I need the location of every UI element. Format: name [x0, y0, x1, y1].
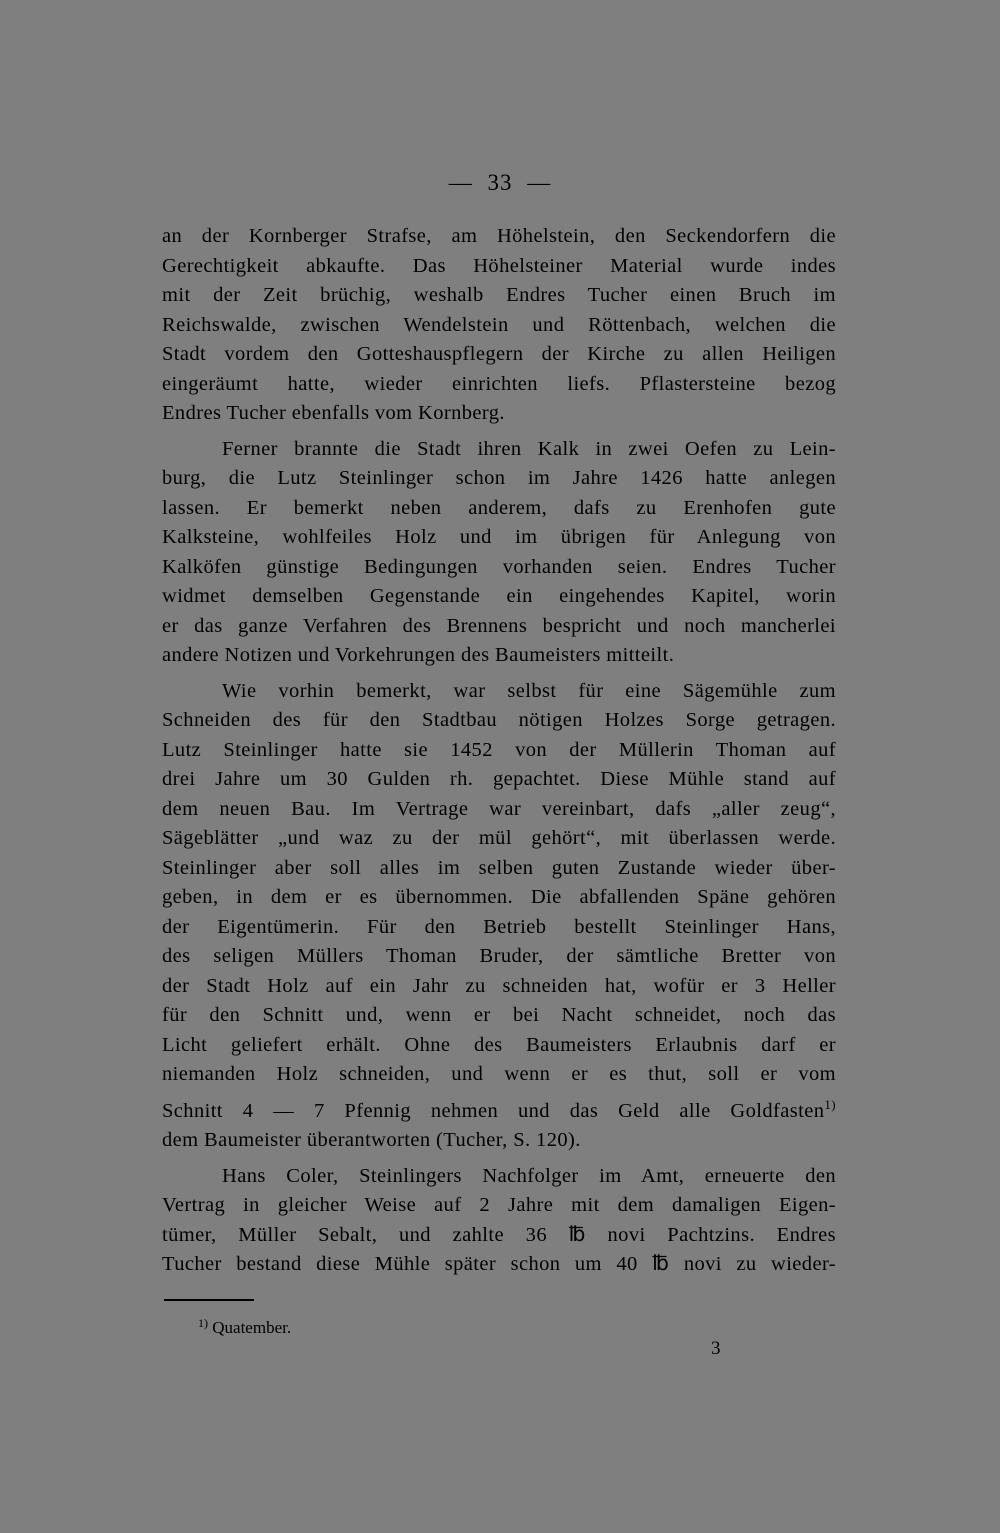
paragraph — [162, 435, 836, 671]
text-line: dem Baumeister überantworten (Tucher, S. 120). — [162, 1129, 581, 1151]
text-line: an der Kornberger Strafse, am Höhelstein, den Seckendorfern die — [162, 225, 836, 247]
footnote-text: Quatember. — [212, 1318, 292, 1337]
paragraph — [162, 222, 836, 429]
text-line: eingeräumt hatte, wieder einrichten liefs. Pflastersteine bezog — [162, 372, 836, 395]
text-line: mit der Zeit brüchig, weshalb Endres Tucher einen Bruch im — [162, 284, 836, 306]
text-line: tümer, Müller Sebalt, und zahlte 36 ℔ novi Pachtzins. Endres — [162, 1223, 836, 1246]
text-line: dem neuen Bau. Im Vertrage war vereinbart, dafs „aller zeug“, — [162, 797, 836, 820]
signature-mark: 3 — [711, 1338, 721, 1359]
text-line: der Eigentümerin. Für den Betrieb bestellt Steinlinger Hans, — [162, 915, 836, 938]
text-line: Hans Coler, Steinlingers Nachfolger im Amt, erneuerte den — [222, 1164, 836, 1187]
body-text — [162, 222, 836, 1280]
text-line: des seligen Müllers Thoman Bruder, der sämtliche Bretter von — [162, 945, 836, 967]
text-line: Kalköfen günstige Bedingungen vorhanden seien. Endres Tucher — [162, 555, 836, 578]
text-line: Tucher bestand diese Mühle später schon um 40 ℔ novi zu wieder- — [162, 1253, 836, 1275]
text-line: geben, in dem er es übernommen. Die abfallenden Späne gehören — [162, 886, 836, 908]
footnote — [198, 1316, 291, 1338]
text-line-with-footnote — [162, 1090, 836, 1127]
text-line: drei Jahre um 30 Gulden rh. gepachtet. Diese Mühle stand auf — [162, 768, 836, 790]
page-header — [0, 170, 1000, 196]
text-line: Wie vorhin bemerkt, war selbst für eine Sägemühle zum — [222, 679, 836, 702]
text-line: Lutz Steinlinger hatte sie 1452 von der Müllerin Thoman auf — [162, 738, 836, 761]
text-line: Ferner brannte die Stadt ihren Kalk in zwei Oefen zu Lein- — [222, 437, 836, 460]
header-dash-right: — — [527, 170, 552, 195]
paragraph — [162, 677, 836, 1156]
header-dash-left: — — [448, 170, 473, 195]
text-line: Reichswalde, zwischen Wendelstein und Röttenbach, welchen die — [162, 313, 836, 336]
text-line: er das ganze Verfahren des Brennens bespricht und noch mancherlei — [162, 614, 836, 637]
footnote-reference: 1) — [824, 1096, 836, 1112]
text-line: niemanden Holz schneiden, und wenn er es thut, soll er vom — [162, 1063, 836, 1085]
text-line: Sägeblätter „und waz zu der mül gehört“, mit überlassen werde. — [162, 827, 836, 849]
text-line: andere Notizen und Vorkehrungen des Baumeisters mitteilt. — [162, 644, 675, 666]
paragraph — [162, 1162, 836, 1280]
text-line: Vertrag in gleicher Weise auf 2 Jahre mit dem damaligen Eigen- — [162, 1194, 836, 1216]
text-line: Gerechtigkeit abkaufte. Das Höhelsteiner Material wurde indes — [162, 254, 836, 277]
text-line: Licht geliefert erhält. Ohne des Baumeisters Erlaubnis darf er — [162, 1033, 836, 1056]
text-line: Schneiden des für den Stadtbau nötigen Holzes Sorge getragen. — [162, 709, 836, 731]
text-line: widmet demselben Gegenstande ein eingehendes Kapitel, worin — [162, 585, 836, 607]
text-line: Endres Tucher ebenfalls vom Kornberg. — [162, 402, 505, 424]
footnote-mark: 1) — [198, 1316, 208, 1330]
page-number: 33 — [487, 170, 513, 195]
text-line: Stadt vordem den Gotteshauspflegern der Kirche zu allen Heiligen — [162, 343, 836, 365]
text-line: Steinlinger aber soll alles im selben guten Zustande wieder über- — [162, 856, 836, 879]
text-line: lassen. Er bemerkt neben anderem, dafs zu Erenhofen gute — [162, 496, 836, 519]
text-line: Kalksteine, wohlfeiles Holz und im übrigen für Anlegung von — [162, 526, 836, 548]
text-line-content: Schnitt 4 — 7 Pfennig nehmen und das Geld alle Goldfasten — [162, 1099, 825, 1122]
text-line: der Stadt Holz auf ein Jahr zu schneiden hat, wofür er 3 Heller — [162, 974, 836, 997]
footnote-separator — [164, 1299, 254, 1301]
text-line: burg, die Lutz Steinlinger schon im Jahre 1426 hatte anlegen — [162, 467, 836, 489]
text-line: für den Schnitt und, wenn er bei Nacht schneidet, noch das — [162, 1004, 836, 1026]
